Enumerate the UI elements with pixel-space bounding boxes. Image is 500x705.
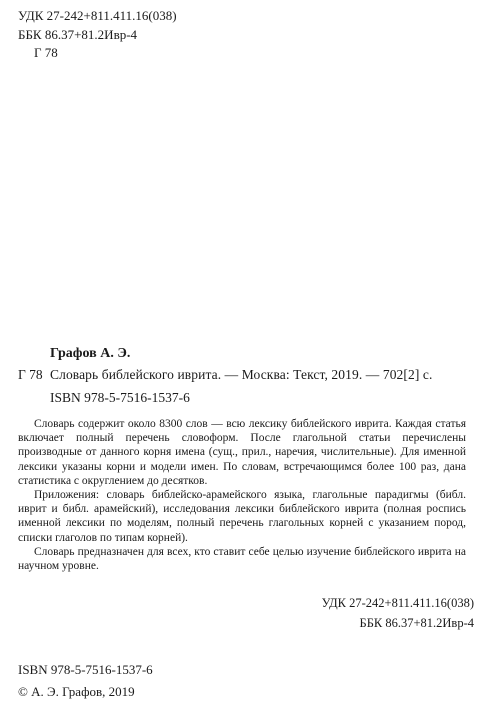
author-sign: Г 78 bbox=[34, 45, 58, 60]
bibliographic-title: Словарь библейского иврита. — Москва: Текст, 2019. — 702[2] с. bbox=[50, 367, 433, 382]
catalog-udk: УДК 27-242+811.411.16(038) bbox=[321, 596, 474, 610]
annotation-paragraph: Словарь содержит около 8300 слов — всю лексику библейского иврита. Каждая статья включает полный перечень словоформ. После глагольной статьи перечислены производные от данного корня имена (сущ., прил., наречия, числительные). Для именной лексики указаны корни и модели имен. По словам, встречающимся более 100 раз, дана статистика с округлением до десятков. bbox=[18, 418, 466, 487]
bbk-code: ББК 86.37+81.2Ивр-4 bbox=[18, 27, 138, 42]
catalog-author-sign: Г 78 bbox=[18, 367, 43, 382]
copyright: © А. Э. Графов, 2019 bbox=[18, 684, 135, 699]
annotation-paragraph: Словарь предназначен для всех, кто ставит себе целью изучение библейского иврита на научном уровне. bbox=[18, 545, 466, 573]
annotation-paragraph: Приложения: словарь библейско-арамейского языка, глагольные парадигмы (библ. иврит и библ. арамейский), исследования лексики библейского иврита (полная роспись именной лексики по моделям, полный перечень глагольных корней с указанием пород, списки глаголов по типам корней). bbox=[18, 489, 466, 544]
annotation bbox=[18, 417, 466, 573]
udk-code: УДК 27-242+811.411.16(038) bbox=[18, 8, 177, 23]
catalog-isbn: ISBN 978-5-7516-1537-6 bbox=[50, 390, 190, 405]
author-name: Графов А. Э. bbox=[50, 346, 131, 361]
catalog-bbk: ББК 86.37+81.2Ивр-4 bbox=[359, 616, 474, 630]
footer-isbn: ISBN 978-5-7516-1537-6 bbox=[18, 662, 153, 677]
